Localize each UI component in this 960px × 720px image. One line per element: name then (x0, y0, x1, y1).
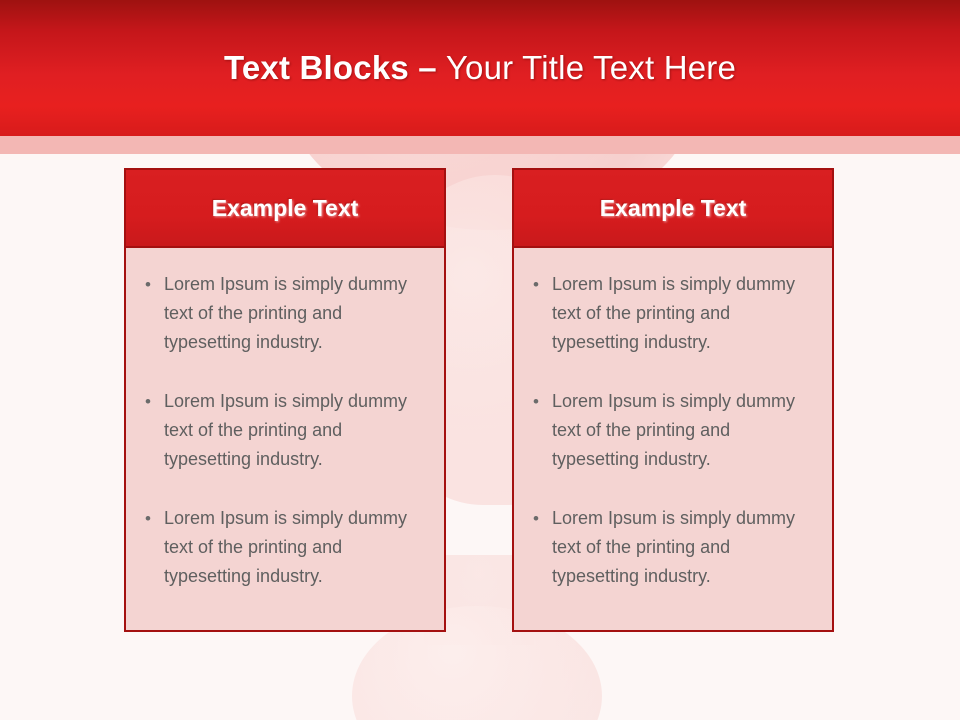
page-title-strong: Text Blocks – (223, 49, 437, 86)
page-title (0, 0, 960, 136)
header-underline (0, 136, 960, 154)
bullet-icon: • (145, 275, 151, 294)
text-block-card-left (124, 168, 446, 632)
card-header-label: Example Text (211, 194, 359, 221)
bullet-icon: • (533, 275, 539, 294)
card-body-left (126, 248, 444, 630)
bullet-icon: • (533, 392, 539, 411)
page-title-light: Your Title Text Here (445, 49, 737, 86)
list-item-text: Lorem Ipsum is simply dummy text of the printing and typesetting industry. (552, 391, 796, 469)
card-body-right (514, 248, 832, 630)
list-item (140, 270, 430, 357)
list-item-text: Lorem Ipsum is simply dummy text of the printing and typesetting industry. (164, 508, 408, 586)
list-item-text: Lorem Ipsum is simply dummy text of the printing and typesetting industry. (164, 391, 408, 469)
list-item (140, 387, 430, 474)
list-item-text: Lorem Ipsum is simply dummy text of the printing and typesetting industry. (552, 508, 796, 586)
list-item (528, 504, 818, 591)
card-header-label: Example Text (599, 194, 747, 221)
bullet-icon: • (145, 509, 151, 528)
list-item (528, 270, 818, 357)
list-item-text: Lorem Ipsum is simply dummy text of the printing and typesetting industry. (552, 274, 796, 352)
list-item (140, 504, 430, 591)
list-item (528, 387, 818, 474)
bullet-icon: • (145, 392, 151, 411)
list-item-text: Lorem Ipsum is simply dummy text of the printing and typesetting industry. (164, 274, 408, 352)
card-header-left (126, 170, 444, 248)
text-block-card-right (512, 168, 834, 632)
card-header-right (514, 170, 832, 248)
bullet-icon: • (533, 509, 539, 528)
